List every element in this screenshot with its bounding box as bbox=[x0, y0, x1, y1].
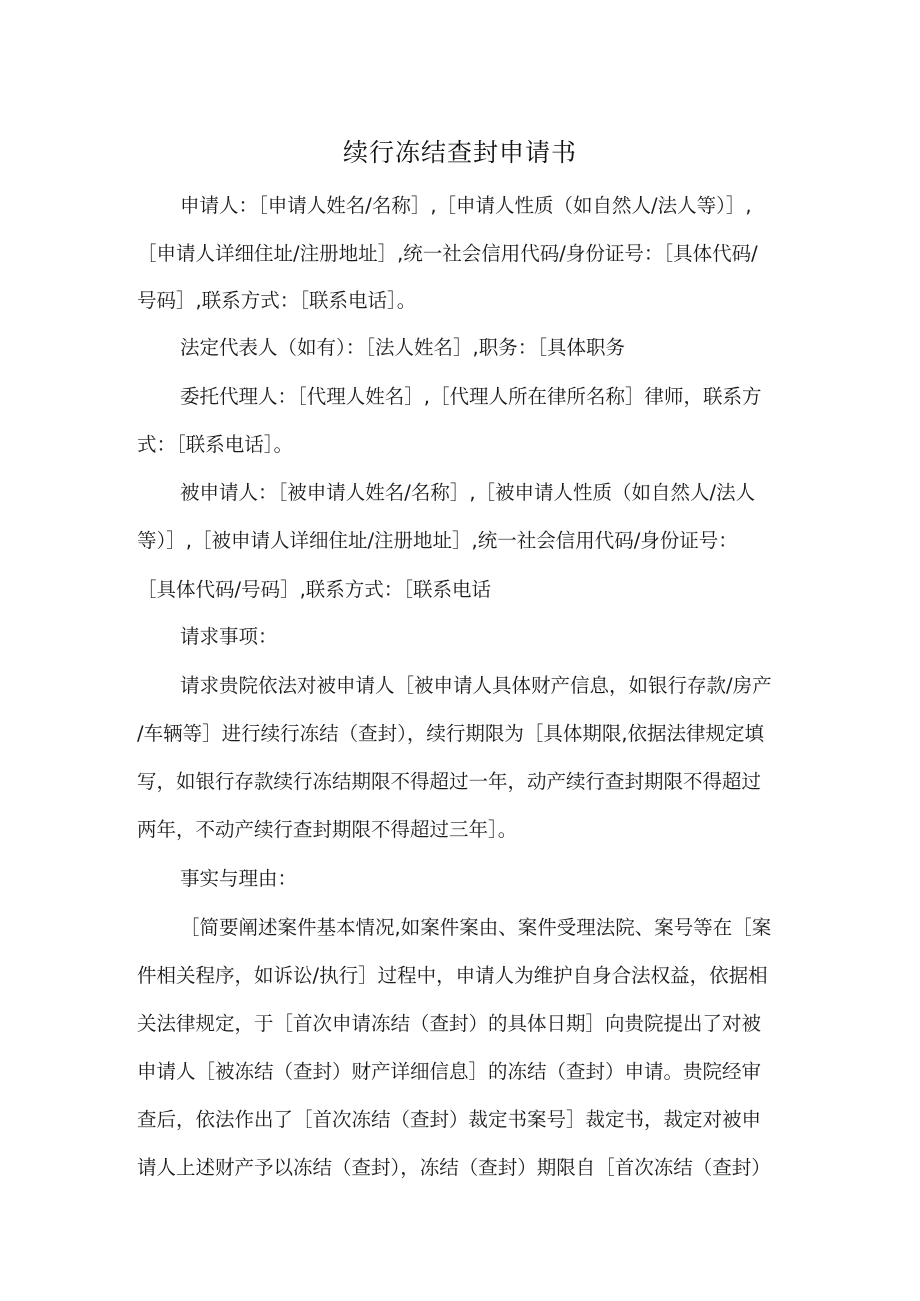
text-line: 查后，依法作出了［首次冻结（查封）裁定书案号］裁定书，裁定对被申 bbox=[137, 1108, 762, 1131]
text-line: ［简要阐述案件基本情况,如案件案由、案件受理法院、案号等在［案 bbox=[180, 916, 772, 939]
text-line: 法定代表人（如有）：［法人姓名］,职务：［具体职务 bbox=[180, 336, 625, 359]
text-line: ［申请人详细住址/注册地址］,统一社会信用代码/身份证号：［具体代码/ bbox=[137, 242, 758, 265]
text-line: 写，如银行存款续行冻结期限不得超过一年，动产续行查封期限不得超过 bbox=[137, 770, 762, 793]
section-heading: 请求事项： bbox=[180, 625, 278, 648]
text-line: 请人上述财产予以冻结（查封），冻结（查封）期限自［首次冻结（查封） bbox=[137, 1156, 771, 1179]
text-line: 号码］,联系方式：［联系电话］。 bbox=[137, 289, 417, 312]
text-line: 等）］,［被申请人详细住址/注册地址］,统一社会信用代码/身份证号： bbox=[137, 529, 738, 552]
text-line: 请求贵院依法对被申请人［被申请人具体财产信息，如银行存款/房产 bbox=[180, 674, 772, 697]
text-line: 委托代理人：［代理人姓名］,［代理人所在律所名称］律师，联系方 bbox=[180, 385, 762, 408]
text-line: 申请人［被冻结（查封）财产详细信息］的冻结（查封）申请。贵院经审 bbox=[137, 1060, 762, 1083]
document-title: 续行冻结查封申请书 bbox=[342, 138, 577, 167]
text-line: 关法律规定，于［首次申请冻结（查封）的具体日期］向贵院提出了对被 bbox=[137, 1012, 762, 1035]
section-heading: 事实与理由： bbox=[180, 867, 298, 890]
text-line: ［具体代码/号码］,联系方式：［联系电话 bbox=[137, 578, 492, 601]
text-line: 两年，不动产续行查封期限不得超过三年］。 bbox=[137, 818, 518, 841]
text-line: 被申请人：［被申请人姓名/名称］,［被申请人性质（如自然人/法人 bbox=[180, 481, 756, 504]
text-line: 申请人：［申请人姓名/名称］,［申请人性质（如自然人/法人等）］, bbox=[180, 194, 752, 217]
text-line: 式：［联系电话］。 bbox=[137, 433, 294, 456]
text-line: /车辆等］进行续行冻结（查封），续行期限为［具体期限,依据法律规定填 bbox=[137, 722, 765, 745]
text-line: 件相关程序，如诉讼/执行］过程中，申请人为维护自身合法权益，依据相 bbox=[137, 964, 768, 987]
